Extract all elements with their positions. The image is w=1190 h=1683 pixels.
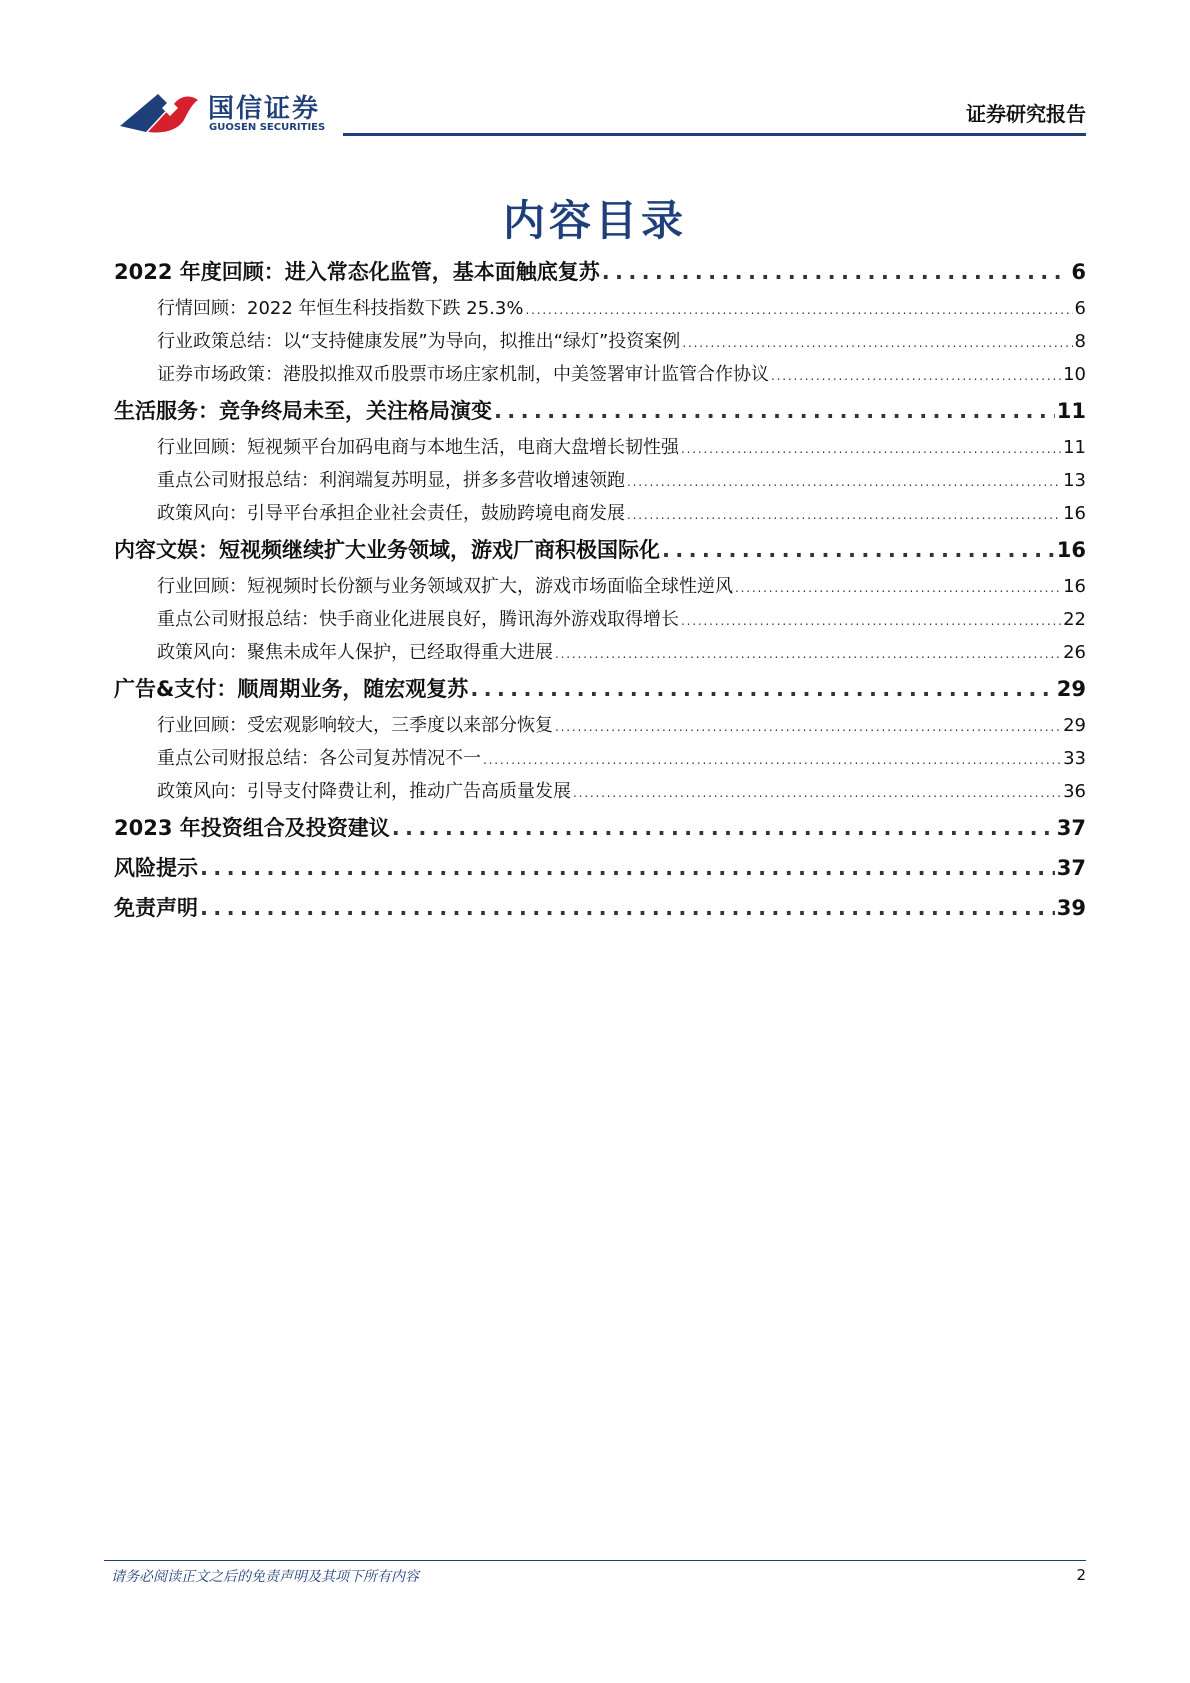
footer-divider [104, 1560, 1086, 1561]
toc-section-entry[interactable] [114, 252, 1086, 292]
toc-entry-page: 39 [1056, 896, 1086, 920]
toc-leader-dots [392, 808, 1055, 848]
toc-leader-dots [627, 466, 1061, 499]
toc-subsection-entry[interactable] [114, 431, 1086, 464]
toc-entry-label: 行业政策总结：以“支持健康发展”为导向，拟推出“绿灯”投资案例 [157, 331, 681, 352]
toc-leader-dots [771, 360, 1061, 393]
page-header [0, 0, 1190, 140]
toc-entry-page: 16 [1063, 503, 1086, 524]
toc-entry-page: 36 [1063, 781, 1086, 802]
toc-entry-label: 政策风向：聚焦未成年人保护，已经取得重大进展 [157, 642, 553, 663]
toc-section-entry[interactable] [114, 808, 1086, 848]
toc-entry-label: 风险提示 [114, 856, 198, 880]
toc-title: 内容目录 [502, 196, 687, 245]
toc-entry-label: 2022 年度回顾：进入常态化监管，基本面触底复苏 [114, 260, 600, 284]
header-divider [343, 133, 1086, 136]
company-logo [118, 84, 328, 140]
toc-leader-dots [682, 327, 1072, 360]
toc-entry-label: 政策风向：引导平台承担企业社会责任，鼓励跨境电商发展 [157, 503, 625, 524]
toc-entry-label: 重点公司财报总结：各公司复苏情况不一 [157, 748, 481, 769]
toc-entry-page: 11 [1056, 399, 1086, 423]
toc-entry-page: 29 [1056, 677, 1086, 701]
toc-section-entry[interactable] [114, 530, 1086, 570]
toc-leader-dots [735, 572, 1061, 605]
toc-entry-label: 重点公司财报总结：快手商业化进展良好，腾讯海外游戏取得增长 [157, 609, 679, 630]
toc-entry-page: 10 [1063, 364, 1086, 385]
toc-entry-label: 广告&支付：顺周期业务，随宏观复苏 [114, 677, 469, 701]
toc-entry-page: 29 [1063, 715, 1086, 736]
guosen-logo-icon [118, 86, 204, 138]
toc-leader-dots [200, 888, 1055, 928]
toc-entry-label: 行业回顾：受宏观影响较大，三季度以来部分恢复 [157, 715, 553, 736]
toc-entry-label: 行情回顾：2022 年恒生科技指数下跌 25.3% [157, 298, 524, 319]
toc-subsection-entry[interactable] [114, 709, 1086, 742]
toc-entry-page: 16 [1056, 538, 1086, 562]
toc-leader-dots [681, 605, 1061, 638]
toc-entry-label: 2023 年投资组合及投资建议 [114, 816, 390, 840]
toc-leader-dots [200, 848, 1055, 888]
toc-subsection-entry[interactable] [114, 325, 1086, 358]
toc-entry-label: 免责声明 [114, 896, 198, 920]
toc-entry-label: 证券市场政策：港股拟推双币股票市场庄家机制，中美签署审计监管合作协议 [157, 364, 769, 385]
toc-entry-page: 11 [1063, 437, 1086, 458]
toc-subsection-entry[interactable] [114, 570, 1086, 603]
toc-entry-page: 16 [1063, 576, 1086, 597]
table-of-contents [114, 252, 1086, 928]
toc-leader-dots [573, 777, 1061, 810]
toc-subsection-entry[interactable] [114, 358, 1086, 391]
toc-entry-page: 37 [1056, 816, 1086, 840]
toc-subsection-entry[interactable] [114, 464, 1086, 497]
toc-leader-dots [681, 433, 1061, 466]
toc-entry-label: 行业回顾：短视频时长份额与业务领域双扩大，游戏市场面临全球性逆风 [157, 576, 733, 597]
toc-entry-page: 37 [1056, 856, 1086, 880]
toc-leader-dots [602, 252, 1070, 292]
toc-leader-dots [494, 391, 1055, 431]
toc-subsection-entry[interactable] [114, 775, 1086, 808]
toc-section-entry[interactable] [114, 848, 1086, 888]
report-type-label: 证券研究报告 [966, 102, 1086, 126]
toc-subsection-entry[interactable] [114, 636, 1086, 669]
toc-entry-page: 8 [1074, 331, 1086, 352]
toc-entry-page: 33 [1063, 748, 1086, 769]
logo-english-name: GUOSEN SECURITIES [209, 122, 326, 133]
toc-entry-label: 生活服务：竞争终局未至，关注格局演变 [114, 399, 492, 423]
toc-leader-dots [525, 294, 1072, 327]
toc-entry-label: 政策风向：引导支付降费让利，推动广告高质量发展 [157, 781, 571, 802]
toc-leader-dots [483, 744, 1061, 777]
logo-chinese-name: 国信证券 [208, 94, 321, 124]
toc-leader-dots [662, 530, 1055, 570]
toc-subsection-entry[interactable] [114, 497, 1086, 530]
toc-subsection-entry[interactable] [114, 742, 1086, 775]
toc-subsection-entry[interactable] [114, 292, 1086, 325]
toc-leader-dots [627, 499, 1061, 532]
toc-leader-dots [555, 711, 1061, 744]
toc-entry-page: 22 [1063, 609, 1086, 630]
toc-entry-page: 13 [1063, 470, 1086, 491]
toc-subsection-entry[interactable] [114, 603, 1086, 636]
page-number: 2 [1076, 1566, 1086, 1584]
toc-entry-label: 内容文娱：短视频继续扩大业务领域，游戏厂商积极国际化 [114, 538, 660, 562]
footer-disclaimer-note: 请务必阅读正文之后的免责声明及其项下所有内容 [111, 1569, 419, 1585]
toc-entry-page: 26 [1063, 642, 1086, 663]
toc-leader-dots [470, 669, 1054, 709]
toc-leader-dots [555, 638, 1061, 671]
toc-entry-page: 6 [1071, 260, 1086, 284]
toc-section-entry[interactable] [114, 391, 1086, 431]
toc-entry-page: 6 [1074, 298, 1086, 319]
toc-entry-label: 重点公司财报总结：利润端复苏明显，拼多多营收增速领跑 [157, 470, 625, 491]
toc-section-entry[interactable] [114, 669, 1086, 709]
toc-entry-label: 行业回顾：短视频平台加码电商与本地生活，电商大盘增长韧性强 [157, 437, 679, 458]
toc-section-entry[interactable] [114, 888, 1086, 928]
